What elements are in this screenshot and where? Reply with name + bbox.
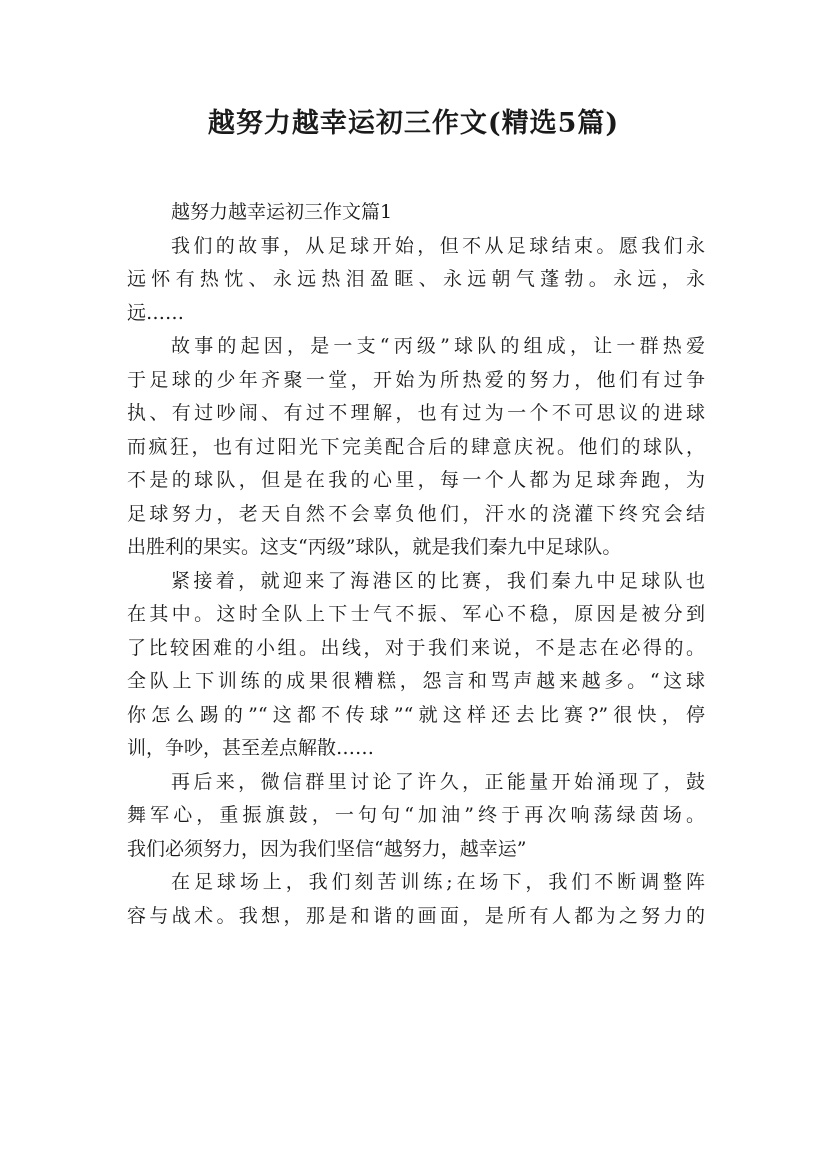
paragraph-line: 全队上下训练的成果很糟糕，怨言和骂声越来越多。“这球 <box>127 670 705 692</box>
paragraph-line: 再后来，微信群里讨论了许久，正能量开始涌现了，鼓 <box>171 770 705 793</box>
paragraph-line: 了比较困难的小组。出线，对于我们来说，不是志在必得的。 <box>127 636 705 659</box>
paragraph-line: 你怎么踢的”“这都不传球”“就这样还去比赛?”很快，停 <box>127 703 705 726</box>
paragraph-line: 故事的起因，是一支“丙级”球队的组成，让一群热爱 <box>171 335 705 357</box>
paragraph-line: 舞军心，重振旗鼓，一句句“加油”终于再次响荡绿茵场。 <box>127 804 705 826</box>
paragraph-line: 在足球场上，我们刻苦训练;在场下，我们不断调整阵 <box>171 871 705 893</box>
paragraph-line: 而疯狂，也有过阳光下完美配合后的肆意庆祝。他们的球队， <box>127 435 705 458</box>
paragraph-line: 执、有过吵闹、有过不理解，也有过为一个不可思议的进球 <box>127 402 705 424</box>
paragraph-line: 紧接着，就迎来了海港区的比赛，我们秦九中足球队也 <box>171 569 705 592</box>
paragraph-line: 我们的故事，从足球开始，但不从足球结束。愿我们永 <box>171 234 705 257</box>
paragraph-line: 出胜利的果实。这支“丙级”球队，就是我们秦九中足球队。 <box>127 536 622 558</box>
section-heading: 越努力越幸运初三作文篇1 <box>171 201 393 223</box>
paragraph-line: 我们必须努力，因为我们坚信“越努力，越幸运” <box>127 837 527 860</box>
paragraph-line: 于足球的少年齐聚一堂，开始为所热爱的努力，他们有过争 <box>127 368 705 391</box>
document-body <box>127 196 705 933</box>
paragraph-line: 不是的球队，但是在我的心里，每一个人都为足球奔跑，为 <box>127 469 705 491</box>
paragraph-line: 足球努力，老天自然不会辜负他们，汗水的浇灌下终究会结 <box>127 502 705 525</box>
paragraph-line: 训，争吵，甚至差点解散…… <box>127 737 375 759</box>
paragraph-line: 在其中。这时全队上下士气不振、军心不稳，原因是被分到 <box>127 603 705 625</box>
paragraph-line: 容与战术。我想，那是和谐的画面，是所有人都为之努力的 <box>127 904 705 927</box>
paragraph-line: 远…… <box>127 301 185 324</box>
document-title: 越努力越幸运初三作文(精选5篇) <box>207 108 620 139</box>
paragraph-line: 远怀有热忱、永远热泪盈眶、永远朝气蓬勃。永远，永 <box>127 268 705 290</box>
